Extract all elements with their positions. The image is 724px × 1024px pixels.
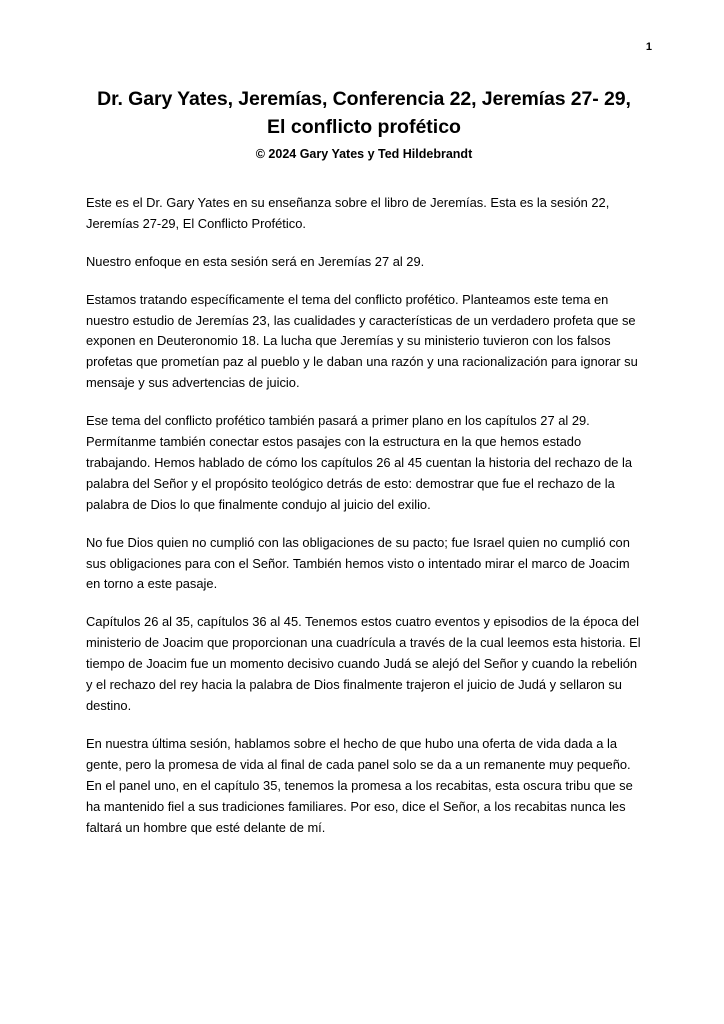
- page-number: 1: [645, 41, 652, 53]
- document-body: [86, 86, 642, 838]
- paragraph: Nuestro enfoque en esta sesión será en Jeremías 27 al 29.: [86, 253, 425, 269]
- page-title-line-2: 29,: [604, 88, 631, 110]
- copyright-notice: © 2024 Gary Yates y Ted Hildebrandt: [255, 147, 473, 162]
- paragraph: En nuestra última sesión, hablamos sobre el hecho de que hubo una oferta de vida dada a la gente, pero la promesa de vida al final de cada panel solo se da a un remanente muy pequeño. En el panel uno, en el capítulo 35, tenemos la promesa a los recabitas, esta oscura tribu que se ha mantenido fiel a sus tradiciones familiares. Por eso, dice el Señor, a los recabitas nunca les faltará un hombre que esté delante de mí.: [86, 735, 633, 835]
- paragraph: Este es el Dr. Gary Yates en su enseñanza sobre el libro de Jeremías. Esta es la sesión 22, Jeremías 27-29, El Conflicto Profético.: [86, 194, 610, 231]
- paragraph: Estamos tratando específicamente el tema del conflicto profético. Planteamos este tema en nuestro estudio de Jeremías 23, las cualidades y características de un verdadero profeta que se exponen en Deuteronomio 18. La lucha que Jeremías y su ministerio tuvieron con los falsos profetas que prometían paz al pueblo y le daban una razón y una racionalización para ignorar su mensaje y sus advertencias de juicio.: [86, 291, 638, 391]
- page-title: [86, 86, 642, 114]
- page-subtitle: El conflicto profético: [267, 115, 461, 138]
- paragraph: Ese tema del conflicto profético también pasará a primer plano en los capítulos 27 al 29. Permítanme también conectar estos pasajes con la estructura en la que hemos estado trabajando. Hemos hablado de cómo los capítulos 26 al 45 cuentan la historia del rechazo de la palabra del Señor y el propósito teológico detrás de esto: demostrar que fue el rechazo de la palabra de Dios lo que finalmente condujo al juicio del exilio.: [86, 413, 633, 512]
- paragraph: Capítulos 26 al 35, capítulos 36 al 45. Tenemos estos cuatro eventos y episodios de la época del ministerio de Joacim que proporcionan una cuadrícula a través de la cual leemos esta historia. El tiempo de Joacim fue un momento decisivo cuando Judá se alejó del Señor y cuando la rebelión y el rechazo del rey hacia la palabra de Dios finalmente trajeron el juicio de Judá y sellaron su destino.: [86, 614, 641, 713]
- paragraph: No fue Dios quien no cumplió con las obligaciones de su pacto; fue Israel quien no cumplió con sus obligaciones para con el Señor. También hemos visto o intentado mirar el marco de Joacim en torno a este pasaje.: [86, 534, 630, 592]
- page-title-line-1: Dr. Gary Yates, Jeremías, Conferencia 22, Jeremías 27-: [97, 88, 599, 110]
